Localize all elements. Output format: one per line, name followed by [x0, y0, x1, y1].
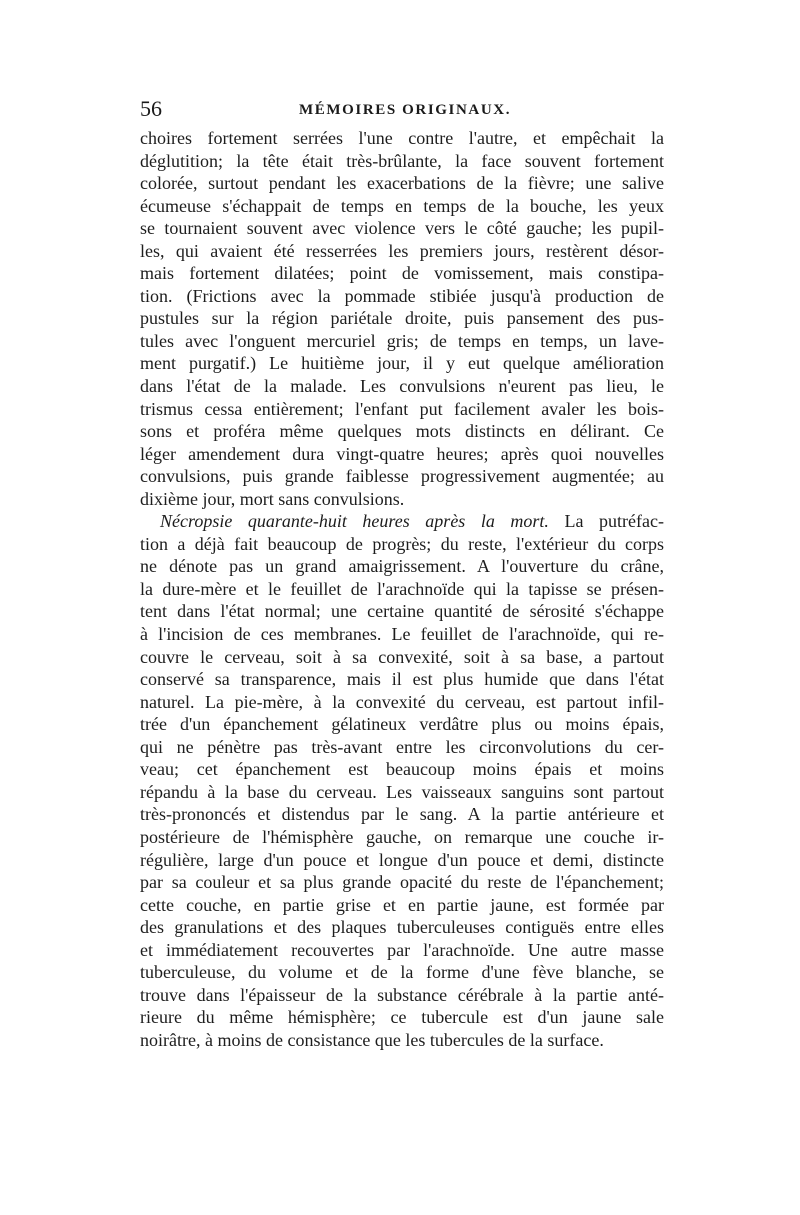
text-line: tules avec l'onguent mercuriel gris; de temps en temps, un lave-: [140, 330, 664, 351]
running-head: [140, 96, 660, 122]
text-line: couvre le cerveau, soit à sa convexité, soit à sa base, a partout: [140, 646, 664, 667]
text-line: la dure-mère et le feuillet de l'arachnoïde qui la tapisse se présen-: [140, 578, 664, 599]
text-line: trismus cessa entièrement; l'enfant put facilement avaler les bois-: [140, 398, 664, 419]
text-line: très-prononcés et distendus par le sang. A la partie antérieure et: [140, 804, 664, 825]
text-line: convulsions, puis grande faiblesse progressivement augmentée; au: [140, 466, 664, 487]
text-line: trouve dans l'épaisseur de la substance cérébrale à la partie anté-: [140, 984, 664, 1005]
text-line: tion a déjà fait beaucoup de progrès; du reste, l'extérieur du corps: [140, 533, 664, 554]
necropsie-first-line-rest: La putréfac-: [548, 511, 664, 532]
text-line: et immédiatement recouvertes par l'arachnoïde. Une autre masse: [140, 939, 664, 960]
text-line: ne dénote pas un grand amaigrissement. A l'ouverture du crâne,: [140, 556, 664, 577]
necropsie-heading: Nécropsie quarante-huit heures après la mort.: [160, 511, 549, 532]
text-line: tuberculeuse, du volume et de la forme d'une fève blanche, se: [140, 962, 664, 983]
text-line: léger amendement dura vingt-quatre heures; après quoi nouvelles: [140, 443, 664, 464]
running-title: MÉMOIRES ORIGINAUX.: [299, 102, 512, 118]
text-line: dixième jour, mort sans convulsions.: [140, 488, 405, 509]
page-number: 56: [140, 96, 162, 121]
text-line: sons et proféra même quelques mots distincts en délirant. Ce: [140, 421, 664, 442]
text-line: trée d'un épanchement gélatineux verdâtre plus ou moins épais,: [140, 714, 664, 735]
text-line: pustules sur la région pariétale droite, puis pansement des pus-: [140, 308, 664, 329]
text-line: mais fortement dilatées; point de vomissement, mais constipa-: [140, 263, 664, 284]
text-line: des granulations et des plaques tuberculeuses contiguës entre elles: [140, 917, 664, 938]
text-line: écumeuse s'échappait de temps en temps de la bouche, les yeux: [140, 195, 664, 216]
text-line: ment purgatif.) Le huitième jour, il y eut quelque amélioration: [140, 353, 664, 374]
text-line: naturel. La pie-mère, à la convexité du cerveau, est partout infil-: [140, 691, 664, 712]
text-line: dans l'état de la malade. Les convulsions n'eurent pas lieu, le: [140, 376, 664, 397]
text-line: veau; cet épanchement est beaucoup moins épais et moins: [140, 759, 664, 780]
text-line: choires fortement serrées l'une contre l'autre, et empêchait la: [140, 128, 664, 148]
text-line: par sa couleur et sa plus grande opacité du reste de l'épanchement;: [140, 872, 664, 893]
text-line: cette couche, en partie grise et en partie jaune, est formée par: [140, 894, 664, 915]
body-text: [140, 127, 664, 1051]
text-line: répandu à la base du cerveau. Les vaisseaux sanguins sont partout: [140, 781, 664, 802]
text-line: noirâtre, à moins de consistance que les tubercules de la surface.: [140, 1029, 604, 1050]
text-line: déglutition; la tête était très-brûlante, la face souvent fortement: [140, 150, 664, 171]
necropsie-first-line: [140, 510, 664, 533]
text-line: régulière, large d'un pouce et longue d'un pouce et demi, distincte: [140, 849, 664, 870]
text-line: qui ne pénètre pas très-avant entre les circonvolutions du cer-: [140, 736, 664, 757]
text-line: tion. (Frictions avec la pommade stibiée jusqu'à production de: [140, 285, 664, 306]
text-line: se tournaient souvent avec violence vers le côté gauche; les pupil-: [140, 218, 664, 239]
text-line: les, qui avaient été resserrées les premiers jours, restèrent désor-: [140, 240, 664, 261]
text-line: colorée, surtout pendant les exacerbations de la fièvre; une salive: [140, 173, 664, 194]
text-line: tent dans l'état normal; une certaine quantité de sérosité s'échappe: [140, 601, 664, 622]
text-line: postérieure de l'hémisphère gauche, on remarque une couche ir-: [140, 826, 664, 847]
text-line: conservé sa transparence, mais il est plus humide que dans l'état: [140, 669, 664, 690]
text-line: rieure du même hémisphère; ce tubercule est d'un jaune sale: [140, 1007, 664, 1028]
text-line: à l'incision de ces membranes. Le feuillet de l'arachnoïde, qui re-: [140, 624, 664, 645]
